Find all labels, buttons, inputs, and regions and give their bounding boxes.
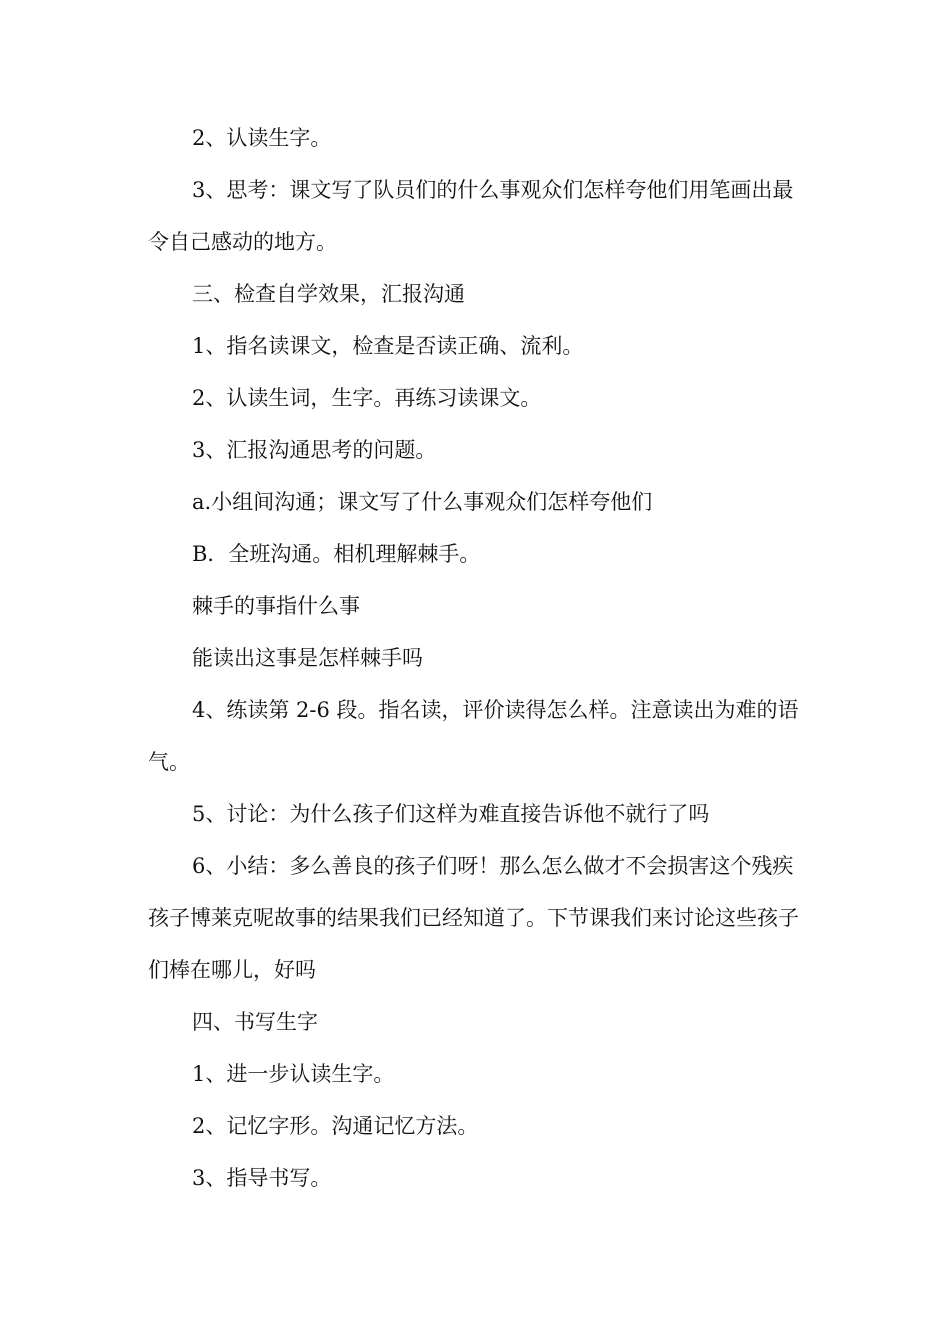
paragraph: 2、认读生字。 [192, 126, 332, 150]
paragraph: 4、练读第 2-6 段。指名读，评价读得怎么样。注意读出为难的语气。 [148, 698, 799, 774]
section-heading: 三、检查自学效果，汇报沟通 [192, 282, 465, 306]
paragraph: B．全班沟通。相机理解棘手。 [192, 542, 481, 566]
document-body [148, 112, 808, 1204]
paragraph: 能读出这事是怎样棘手吗 [192, 646, 423, 670]
paragraph: 3、指导书写。 [192, 1166, 332, 1190]
paragraph: 2、记忆字形。沟通记忆方法。 [192, 1114, 479, 1138]
paragraph: 2、认读生词，生字。再练习读课文。 [192, 386, 542, 410]
paragraph: 3、思考：课文写了队员们的什么事观众们怎样夸他们用笔画出最令自己感动的地方。 [148, 178, 794, 254]
paragraph: 1、进一步认读生字。 [192, 1062, 395, 1086]
paragraph: 6、小结：多么善良的孩子们呀！那么怎么做才不会损害这个残疾孩子博莱克呢故事的结果我们已经知道了。下节课我们来讨论这些孩子们棒在哪儿，好吗 [148, 854, 799, 982]
paragraph: 1、指名读课文，检查是否读正确、流利。 [192, 334, 584, 358]
section-heading: 四、书写生字 [192, 1010, 318, 1034]
paragraph: 棘手的事指什么事 [192, 594, 360, 618]
paragraph: 5、讨论：为什么孩子们这样为难直接告诉他不就行了吗 [192, 802, 710, 826]
paragraph: a.小组间沟通；课文写了什么事观众们怎样夸他们 [192, 490, 653, 514]
paragraph: 3、汇报沟通思考的问题。 [192, 438, 437, 462]
